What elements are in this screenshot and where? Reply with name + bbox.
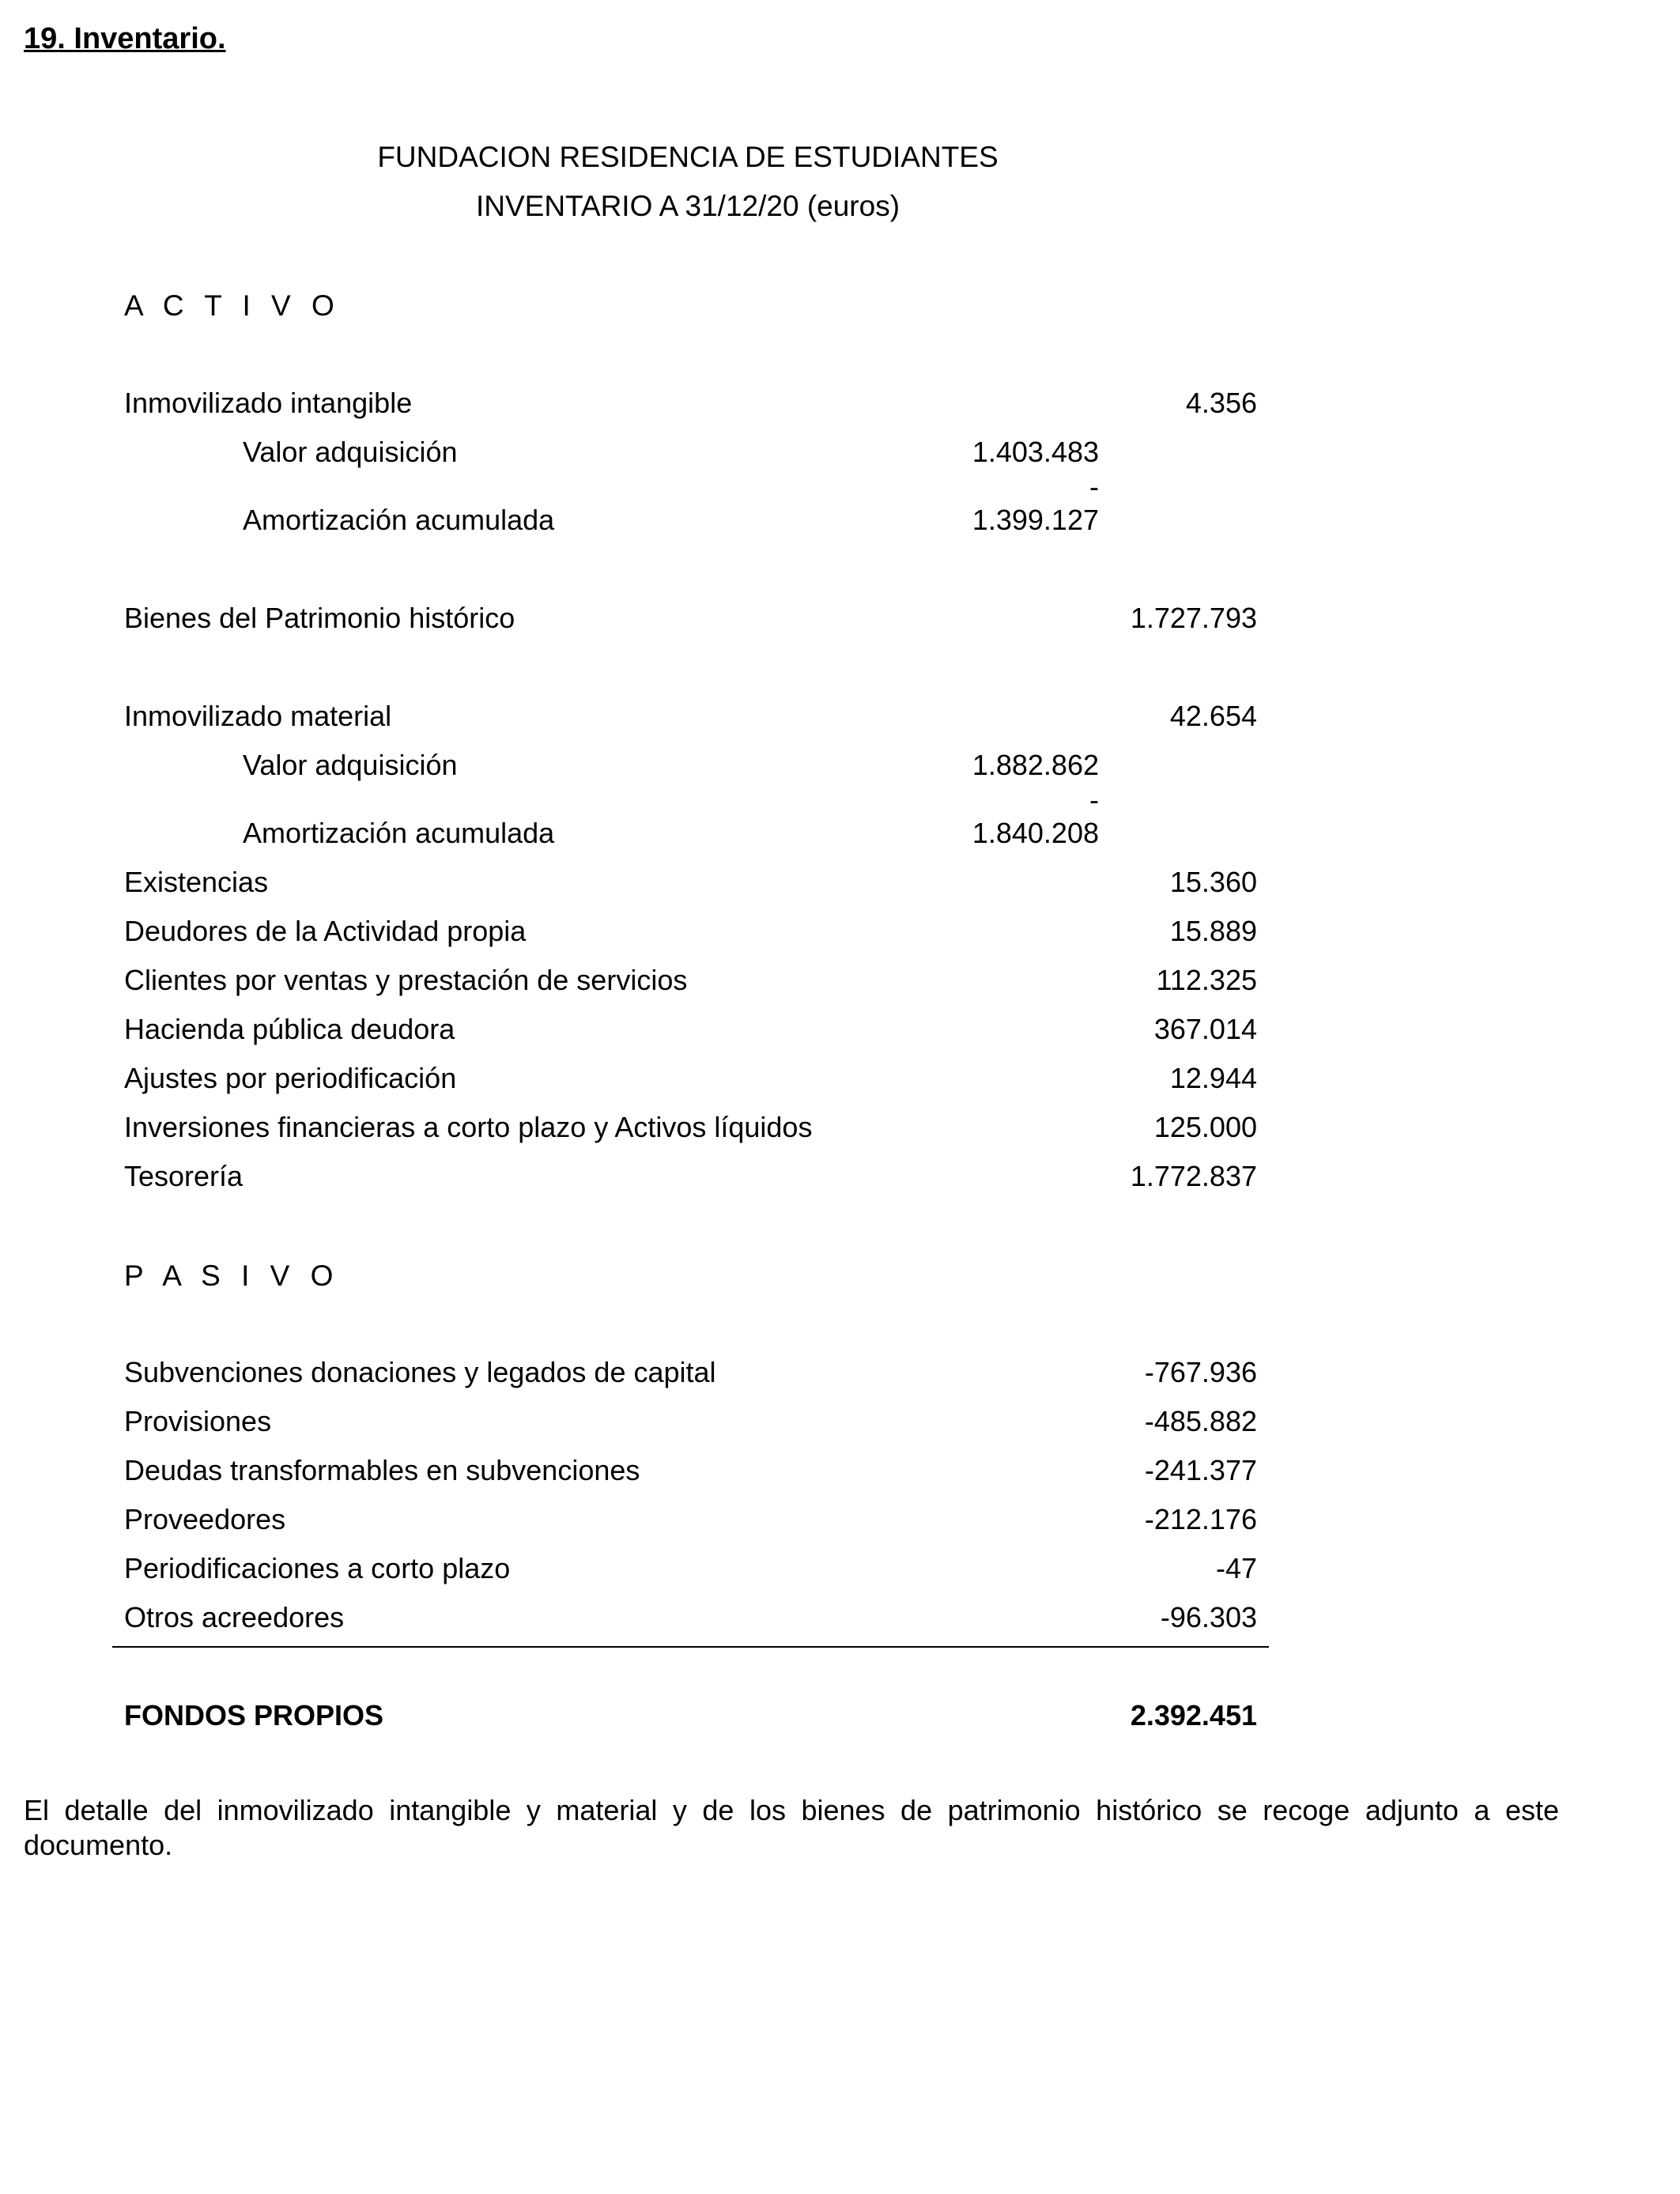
table-row-value: 367.014	[1153, 1013, 1257, 1045]
fondos-propios-value: 2.392.451	[1130, 1699, 1257, 1731]
fondos-propios-label: FONDOS PROPIOS	[124, 1699, 384, 1731]
table-row-label: Clientes por ventas y prestación de servicios	[124, 964, 688, 996]
inmovilizado-intangible-value: 4.356	[1185, 387, 1257, 419]
table-row-label: Ajustes por periodificación	[124, 1062, 457, 1094]
intangible-amort-sign: -	[1089, 470, 1099, 503]
table-row-value: -212.176	[1144, 1503, 1257, 1535]
table-row-label: Inversiones financieras a corto plazo y Activos líquidos	[124, 1111, 813, 1143]
table-row-value: -485.882	[1144, 1405, 1257, 1437]
material-amort-value: 1.840.208	[972, 817, 1099, 849]
bienes-patrimonio-label: Bienes del Patrimonio histórico	[124, 602, 515, 634]
table-row-value: 15.360	[1169, 866, 1257, 898]
table-row-value: -47	[1215, 1552, 1257, 1584]
document-title: FUNDACION RESIDENCIA DE ESTUDIANTES	[377, 141, 999, 173]
table-row-value: -96.303	[1160, 1601, 1257, 1633]
table-row-label: Hacienda pública deudora	[124, 1013, 455, 1045]
table-row-value: 12.944	[1169, 1062, 1257, 1094]
table-row-value: 125.000	[1153, 1111, 1257, 1143]
document-subtitle: INVENTARIO A 31/12/20 (euros)	[475, 190, 900, 222]
table-row-value: -767.936	[1144, 1356, 1257, 1388]
table-row-label: Periodificaciones a corto plazo	[124, 1552, 511, 1584]
footnote-text: El detalle del inmovilizado intangible y material y de los bienes de patrimonio histórico se recoge adjunto a este documento.	[24, 1794, 1559, 1861]
bienes-patrimonio-value: 1.727.793	[1130, 602, 1257, 634]
table-row-label: Proveedores	[124, 1503, 286, 1535]
table-row-label: Subvenciones donaciones y legados de capital	[124, 1356, 716, 1388]
table-row-value: -241.377	[1144, 1454, 1257, 1486]
table-row-label: Otros acreedores	[124, 1601, 345, 1633]
table-row-value: 15.889	[1169, 915, 1257, 947]
material-valor-value: 1.882.862	[972, 749, 1099, 781]
intangible-amort-value: 1.399.127	[972, 504, 1099, 536]
table-row-label: Deudores de la Actividad propia	[124, 915, 527, 947]
intangible-valor-label: Valor adquisición	[243, 436, 458, 468]
table-row-label: Provisiones	[124, 1405, 272, 1437]
table-row-label: Tesorería	[124, 1160, 244, 1192]
material-valor-label: Valor adquisición	[243, 749, 458, 781]
table-row-label: Existencias	[124, 866, 269, 898]
section-heading: 19. Inventario.	[24, 22, 226, 55]
intangible-valor-value: 1.403.483	[972, 436, 1099, 468]
table-row-label: Deudas transformables en subvenciones	[124, 1454, 640, 1486]
table-row-value: 112.325	[1156, 964, 1257, 996]
intangible-amort-label: Amortización acumulada	[243, 504, 555, 536]
pasivo-section-label: P A S I V O	[124, 1259, 340, 1292]
total-divider	[112, 1646, 1269, 1648]
inmovilizado-material-label: Inmovilizado material	[124, 700, 392, 732]
inmovilizado-intangible-label: Inmovilizado intangible	[124, 387, 413, 419]
material-amort-label: Amortización acumulada	[243, 817, 555, 849]
inmovilizado-material-value: 42.654	[1169, 700, 1257, 732]
activo-section-label: A C T I V O	[124, 289, 341, 322]
table-row-value: 1.772.837	[1130, 1160, 1257, 1192]
material-amort-sign: -	[1089, 784, 1099, 816]
